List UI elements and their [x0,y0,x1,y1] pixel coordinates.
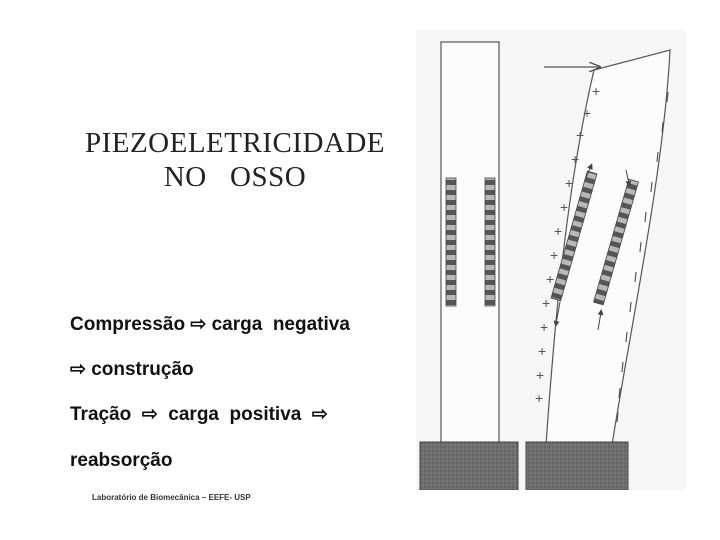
svg-text:+: + [536,367,545,383]
svg-text:+: + [535,390,544,406]
svg-text:+: + [571,151,580,167]
crystal-column-left [446,178,456,306]
slide-title [70,126,400,194]
footer-credit: Laboratório de Biomecânica – EEFE- USP [92,493,251,502]
svg-text:+: + [542,295,551,311]
svg-text:+: + [583,105,592,121]
compression-text: Compressão ⇨ carga negativa [70,314,350,335]
svg-text:+: + [560,199,569,215]
svg-text:+: + [550,247,559,263]
svg-text:+: + [546,271,555,287]
bone-diagram [416,30,686,490]
svg-text:+: + [554,223,563,239]
svg-text:+: + [592,83,601,99]
svg-text:+: + [565,175,574,191]
piezoelectric-bone-figure [416,30,686,490]
title-line-1: PIEZOELETRICIDADE [84,127,386,159]
crystal-column-right [485,178,495,306]
svg-text:+: + [540,319,549,335]
construction-text: ⇨ construção [70,359,194,380]
svg-text:+: + [538,343,547,359]
resorption-text: reabsorção [70,450,173,471]
base-block-right [526,442,628,490]
title-line-2: NO OSSO [163,161,307,193]
base-block-left [420,442,518,490]
svg-text:+: + [576,127,585,143]
traction-text: Tração ⇨ carga positiva ⇨ [70,404,328,425]
